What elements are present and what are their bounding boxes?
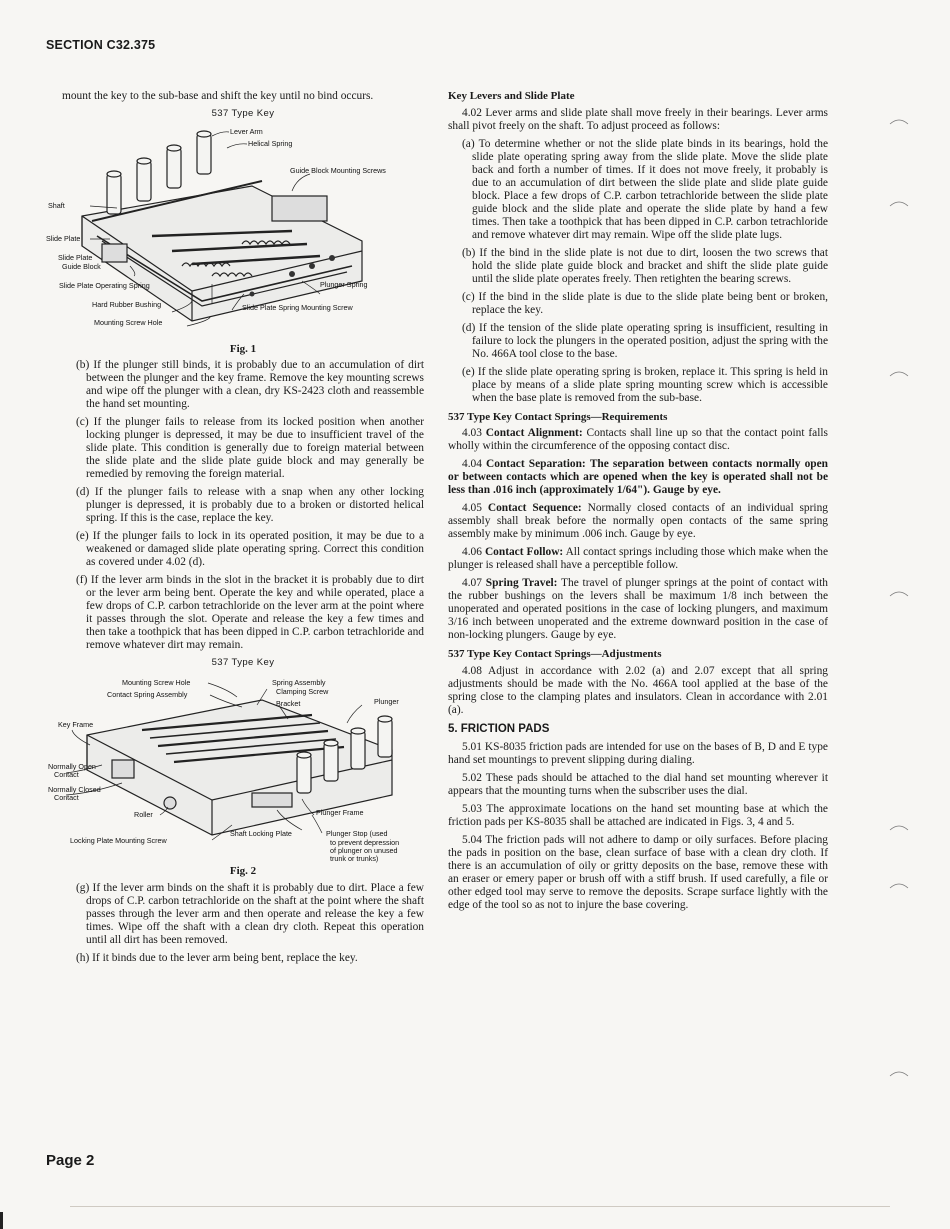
bottom-rule	[70, 1206, 890, 1207]
label-spring-assembly-1: Spring Assembly	[272, 678, 326, 688]
para-4-02-c: (c) If the bind in the slide plate is due to the slide plate being bent or broken, replace the key.	[462, 290, 828, 316]
label-key-frame: Key Frame	[58, 720, 94, 730]
page-number: Page 2	[46, 1152, 95, 1169]
para-5-03: 5.03 The approximate locations on the hand set mounting base at which the friction pads per KS-8035 shall be attached are indicated in Figs. 3, 4 and 5.	[448, 802, 828, 828]
key-levers-heading: Key Levers and Slide Plate	[448, 90, 575, 102]
label-spring-assembly-2: Clamping Screw	[276, 687, 329, 697]
label-slide-plate-guide-1: Slide Plate	[58, 252, 93, 262]
label-lever-arm: Lever Arm	[230, 126, 263, 136]
fig2-title: 537 Type Key	[211, 657, 275, 669]
para-e: (e) If the plunger fails to lock in its operated position, it may be due to a weakened or damaged slide plate operating spring. Correct this condition as covered under 4.02 (d).	[76, 530, 424, 569]
label-locking-plate-screw: Locking Plate Mounting Screw	[70, 836, 167, 846]
label-plunger-stop-2: to prevent depression	[330, 838, 400, 848]
para-4-02-e: (e) If the slide plate operating spring is broken, replace it. This spring is held in place by means of a slide plate spring mounting screw which is accessible when the base plate is removed from the sub-base.	[462, 365, 828, 404]
margin-mark	[890, 370, 908, 378]
para-5-01: 5.01 KS-8035 friction pads are intended for use on the bases of B, D and E type hand set mountings to prevent slipping during dialing.	[448, 740, 828, 766]
para-d: (d) If the plunger fails to release with a snap when any other locking plunger is depressed, it is probably due to a broken or distorted helical spring. If this is the case, replace the key.	[76, 486, 424, 525]
para-4-02: 4.02 Lever arms and slide plate shall move freely in their bearings. Lever arms shall pivot freely on the shaft. To adjust proceed as follows:	[448, 106, 828, 132]
margin-mark	[890, 1070, 908, 1078]
para-f: (f) If the lever arm binds in the slot in the bracket it is probably due to dirt or the lever arm being bent. Operate the key and while operated, place a few drops of C.P. carbon tetrachloride on the lever arm at the point where it passes through the slot. Operate and release the key a few times and then take a toothpick that has been dipped in C.P. carbon tetrachloride and remove whatever dirt may remain.	[76, 574, 424, 652]
para-c: (c) If the plunger fails to release from its locked position when another locking plunger is depressed, it may be due to insufficient travel of the slide plate. This condition is generally due to foreign material between the slide plate and the slide plate guide block and may generally be remedied by removing the foreign material.	[76, 416, 424, 481]
para-4-02-d: (d) If the tension of the slide plate operating spring is insufficient, resulting in failure to lock the plungers in the operated position, adjust the spring with the No. 466A tool close to the base.	[462, 321, 828, 360]
label-mounting-screw-hole: Mounting Screw Hole	[94, 317, 163, 327]
right-column	[448, 90, 828, 917]
label-roller: Roller	[134, 810, 153, 820]
para-h: (h) If it binds due to the lever arm being bent, replace the key.	[76, 951, 358, 964]
fig2-illustration	[48, 675, 424, 864]
label-plunger-frame: Plunger Frame	[316, 808, 364, 818]
label-shaft: Shaft	[48, 200, 65, 210]
fig2-caption: Fig. 2	[229, 865, 257, 878]
para-4-03: 4.03 Contact Alignment: Contacts shall line up so that the contact point falls wholly within the circumference of the opposing contact disc.	[448, 427, 828, 453]
label-guide-block-screws: Guide Block Mounting Screws	[290, 165, 386, 175]
margin-mark	[890, 118, 908, 126]
label-slide-plate: Slide Plate	[46, 233, 81, 243]
margin-mark	[890, 590, 908, 598]
para-5-04: 5.04 The friction pads will not adhere to damp or oily surfaces. Before placing the pads in position on the base, clean surface of base with a clean dry cloth. If there is an accumulation of oily or gritty deposits on the base, remove these with an eraser or emery paper or brush off with a stiff brush. If used carefully, a file or other edged tool may serve to remove the deposits. Scrape surface lightly with the edge of the tool so as not to injure the base covering.	[448, 833, 828, 911]
para-4-04: 4.04 Contact Separation: The separation between contacts normally open or between contacts which are opened when the key is operated shall not be less than .016 inch (approximately 1/64"). Gauge by eye.	[448, 458, 828, 497]
label-normally-closed-2: Contact	[54, 793, 79, 803]
label-normally-closed-1: Normally Closed	[48, 785, 101, 795]
fig1-illustration	[46, 126, 424, 341]
friction-pads-heading: 5. FRICTION PADS	[448, 722, 550, 735]
contact-adjustments-heading: 537 Type Key Contact Springs—Adjustments	[448, 648, 662, 661]
edge-mark	[0, 1212, 3, 1229]
para-5-02: 5.02 These pads should be attached to the dial hand set mounting wherever it appears that the mounting turns when the subscriber uses the dial.	[448, 771, 828, 797]
label-slide-plate-operating-spring: Slide Plate Operating Spring	[59, 280, 150, 290]
fig1-caption: Fig. 1	[229, 342, 257, 355]
fig1-title: 537 Type Key	[211, 108, 275, 119]
intro-paragraph: mount the key to the sub-base and shift the key until no bind occurs.	[62, 90, 374, 102]
label-bracket: Bracket	[276, 699, 301, 709]
label-plunger: Plunger	[374, 697, 399, 707]
label-fig2-mounting-screw-hole: Mounting Screw Hole	[122, 678, 191, 688]
para-4-08: 4.08 Adjust in accordance with 2.02 (a) and 2.07 except that all spring adjustments should be made with the No. 466A tool applied at the base of the spring close to the clamping plates and insulators. Clean in accordance with 2.01 (a).	[448, 664, 828, 716]
label-normally-open-1: Normally Open	[48, 762, 96, 772]
left-column	[46, 90, 424, 970]
para-4-02-b: (b) If the bind in the slide plate is not due to dirt, loosen the two screws that hold the slide plate guide block and bracket and shift the slide plate guide until the slide plate operates freely. Then retighten the bearing screws.	[462, 246, 828, 285]
label-plunger-stop-3: of plunger on unused	[330, 846, 398, 856]
contact-requirements-heading: 537 Type Key Contact Springs—Requirements	[448, 410, 668, 423]
label-plunger-stop-4: trunk or trunks)	[330, 854, 379, 864]
label-slide-plate-guide-2: Guide Block	[62, 261, 101, 271]
para-4-05: 4.05 Contact Sequence: Normally closed contacts of an individual spring assembly shall break before the normally open contacts of the same spring assembly make by minimum .006 inch. Gauge by eye.	[448, 502, 828, 541]
margin-mark	[890, 824, 908, 832]
label-normally-open-2: Contact	[54, 770, 79, 780]
label-hard-rubber-bushing: Hard Rubber Bushing	[92, 299, 162, 309]
margin-mark	[890, 200, 908, 208]
margin-mark	[890, 882, 908, 890]
label-helical-spring: Helical Spring	[248, 138, 293, 148]
section-header: SECTION C32.375	[46, 38, 156, 52]
para-b: (b) If the plunger still binds, it is probably due to an accumulation of dirt between the plunger and the key frame. Remove the key mounting screws and wipe off the plunger with a clean, dry KS-2423 cloth and reassemble the hand set mounting.	[76, 359, 424, 411]
label-plunger-spring: Plunger Spring	[320, 279, 368, 289]
label-shaft-locking-plate: Shaft Locking Plate	[230, 829, 292, 839]
label-slide-plate-spring-screw: Slide Plate Spring Mounting Screw	[242, 302, 353, 312]
para-4-06: 4.06 Contact Follow: All contact springs including those which make when the plunger is released shall have a perceptible follow.	[448, 546, 828, 572]
label-plunger-stop-1: Plunger Stop (used	[326, 829, 388, 839]
para-g: (g) If the lever arm binds on the shaft it is probably due to dirt. Place a few drops of C.P. carbon tetrachloride on the shaft at the point where the shaft passes through the lever arm and then operate and release the key a few times. Wipe off the shaft with a clean dry cloth. Repeat this operation until all dirt has been removed.	[76, 881, 424, 946]
para-4-02-a: (a) To determine whether or not the slide plate binds in its bearings, hold the slide plate operating spring away from the slide plate. Move the slide plate back and forth a number of times. If it does not move freely, it probably is due to an accumulation of dirt between the slide plate and slide plate guide block. Place a few drops of C.P. carbon tetrachloride between the slide plate guide block and the slide plate and operate the slide plate by hand a few times. Then take a toothpick that has been dipped in C.P. carbon tetrachloride and remove whatever dirt may remain. Wipe off the slide plate lugs.	[462, 137, 828, 241]
para-4-07: 4.07 Spring Travel: The travel of plunger springs at the point of contact with the rubber bushings on the levers shall be maximum 1/8 inch between the unoperated and operated positions in the case of locking plungers, and maximum 3/16 inch between unoperated and the extreme downward position in the case of non-locking plungers. Gauge by eye.	[448, 577, 828, 642]
label-contact-spring-assembly: Contact Spring Assembly	[107, 690, 188, 700]
